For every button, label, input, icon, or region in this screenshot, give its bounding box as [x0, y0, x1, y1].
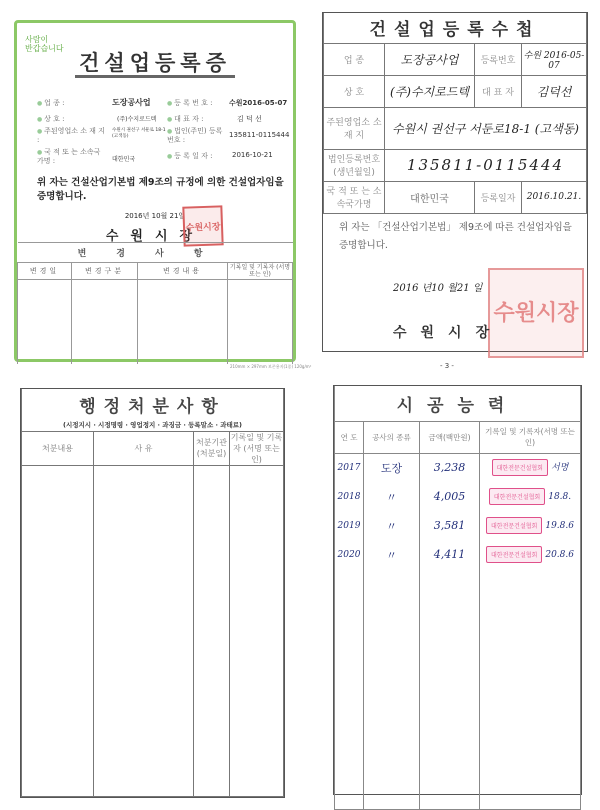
- row-value: 도장공사업: [385, 43, 475, 75]
- year: 2017: [335, 453, 364, 482]
- amount: 3,581: [420, 511, 480, 540]
- row-label: 상 호: [324, 75, 385, 107]
- capacity-title: 시공능력: [335, 386, 581, 421]
- changes-title: 변경사항: [18, 243, 293, 263]
- row-value: 대한민국: [385, 181, 475, 213]
- record-cell: [480, 540, 581, 569]
- capacity-table: [334, 386, 581, 810]
- field-label: ● 등 록 번 호 :: [167, 98, 212, 108]
- field-label: ● 업 종 :: [37, 98, 65, 108]
- seal-text: 수원시장: [493, 301, 579, 326]
- column-header: 변경내용: [138, 263, 228, 280]
- amount: 4,411: [420, 540, 480, 569]
- row-label: 등록번호: [475, 43, 522, 75]
- row-value: 2016.10.21.: [522, 181, 587, 213]
- page-number: - 3 -: [440, 362, 454, 370]
- issuer: 수원시장: [393, 325, 504, 341]
- field-value: 대한민국: [112, 156, 136, 163]
- signature: 20.8.6: [545, 550, 574, 560]
- field-label: ● 대 표 자 :: [167, 114, 203, 124]
- field-value: 수원2016-05-07: [229, 99, 288, 107]
- issuer: 수원시장: [105, 229, 205, 244]
- admin-subtitle: (시정지시 · 시정명령 · 영업정지 · 과징금 · 등록말소 · 과태료): [22, 419, 284, 431]
- signature: 18.8.: [548, 492, 572, 502]
- certificate-title: [17, 47, 293, 77]
- record-cell: [480, 482, 581, 511]
- issue-date: 2016년 10월 21일: [124, 212, 186, 220]
- work-type: 〃: [364, 511, 420, 540]
- official-seal: [182, 205, 223, 246]
- column-header: 연 도: [335, 421, 364, 453]
- record-cell: [480, 511, 581, 540]
- row-label: 대 표 자: [475, 75, 522, 107]
- signature: 19.8.6: [545, 521, 574, 531]
- cell: [194, 465, 230, 797]
- column-header: 처분기관 (처분일): [194, 431, 230, 465]
- issue-date: 2016 년10 월21 일: [393, 283, 483, 294]
- certificate-statement: 위 자는 건설산업기본법 제9조의 규정에 의한 건설업자임을 증명합니다.: [37, 177, 284, 202]
- table-row: [335, 540, 581, 569]
- table-row: [335, 511, 581, 540]
- cell: [22, 465, 94, 797]
- paper-spec: 210mm × 297mm 보존용지(1종) 120g/m²: [230, 364, 312, 369]
- row-value: 135811-0115444: [385, 149, 587, 181]
- notebook-title: 건설업등록수첩: [324, 13, 587, 43]
- column-header: 기록일 및 기록자 (서명 또는 인): [230, 432, 283, 464]
- admin-table: [21, 389, 284, 797]
- certificate-title-text: 건설업등록증: [75, 51, 235, 78]
- field-label: ● 등 록 일 자 :: [167, 151, 212, 161]
- row-label: 법인등록번호 (생년월일): [324, 149, 385, 181]
- row-value: (주)수지로드텍: [385, 75, 475, 107]
- cell: [230, 465, 284, 797]
- column-header: 공사의 종류: [364, 421, 420, 453]
- field-label: ● 국 적 또 는 소속국가명 :: [37, 148, 105, 165]
- row-value: 김덕선: [522, 75, 587, 107]
- field-value: 135811-0115444: [229, 131, 290, 139]
- cell: [18, 280, 72, 364]
- column-header: 기록일 및 기록자 (서명 또는 인): [228, 263, 293, 280]
- cell: [480, 569, 581, 809]
- field-value: 김 덕 선: [237, 115, 262, 123]
- slogan-line: 사람이: [25, 35, 49, 44]
- association-stamp: 대한전문건설협회: [492, 459, 548, 476]
- cell: [94, 465, 194, 797]
- admin-title: 행정처분사항: [22, 389, 284, 419]
- work-type: 도장: [364, 453, 420, 482]
- cell: [364, 569, 420, 809]
- work-type: 〃: [364, 540, 420, 569]
- cell: [138, 280, 228, 364]
- notebook-statement: 위 자는 「건설산업기본법」 제9조에 따른 건설업자임을 증명합니다.: [339, 222, 572, 251]
- table-row: [335, 453, 581, 482]
- amount: 4,005: [420, 482, 480, 511]
- association-stamp: 대한전문건설협회: [486, 546, 542, 563]
- field-label: ● 상 호 :: [37, 114, 65, 124]
- cell: [72, 280, 138, 364]
- row-label: 등록일자: [475, 181, 522, 213]
- field-value: 2016-10-21: [232, 151, 273, 159]
- field-label: ● 법인(주민) 등록번호 :: [167, 127, 229, 144]
- field-value: 도장공사업: [112, 98, 151, 107]
- cell: [335, 569, 364, 809]
- cell: [228, 280, 293, 364]
- row-label: 주된영업소 소 재 지: [324, 107, 385, 149]
- year: 2020: [335, 540, 364, 569]
- column-header: 처분내용: [22, 431, 94, 465]
- changes-table: [17, 242, 293, 364]
- record-cell: [480, 453, 581, 482]
- registration-notebook: [322, 12, 588, 352]
- year: 2019: [335, 511, 364, 540]
- notebook-table: [323, 13, 587, 214]
- slogan-line: 반갑습니다: [25, 44, 64, 53]
- row-label: 국 적 또 는 소속국가명: [324, 181, 385, 213]
- table-row: [335, 482, 581, 511]
- cell: [420, 569, 480, 809]
- administrative-actions: [20, 388, 285, 798]
- association-stamp: 대한전문건설협회: [486, 517, 542, 534]
- amount: 3,238: [420, 453, 480, 482]
- official-seal: [488, 268, 584, 358]
- association-stamp: 대한전문건설협회: [489, 488, 545, 505]
- field-label: ● 주된영업소 소 재 지 :: [37, 127, 105, 144]
- column-header: 금액(백만원): [420, 421, 480, 453]
- column-header: 변경구분: [72, 263, 138, 280]
- row-value: 수원 2016-05-07: [522, 43, 587, 75]
- construction-capacity: [333, 385, 582, 795]
- column-header: 변경일: [18, 263, 72, 280]
- registration-certificate: [14, 20, 296, 362]
- seal-text: 수원시장: [185, 222, 221, 234]
- row-value: 수원시 권선구 서둔로18-1 (고색동): [385, 107, 587, 149]
- column-header: 사 유: [94, 431, 194, 465]
- row-label: 업 종: [324, 43, 385, 75]
- field-value: 수원시 권선구 서둔로 18-1 (고색동): [112, 128, 166, 139]
- work-type: 〃: [364, 482, 420, 511]
- column-header: 기록일 및 기록자(서명 또는 인): [480, 421, 581, 453]
- field-value: (주)수지로드텍: [117, 116, 157, 123]
- year: 2018: [335, 482, 364, 511]
- signature: 서명: [550, 463, 569, 474]
